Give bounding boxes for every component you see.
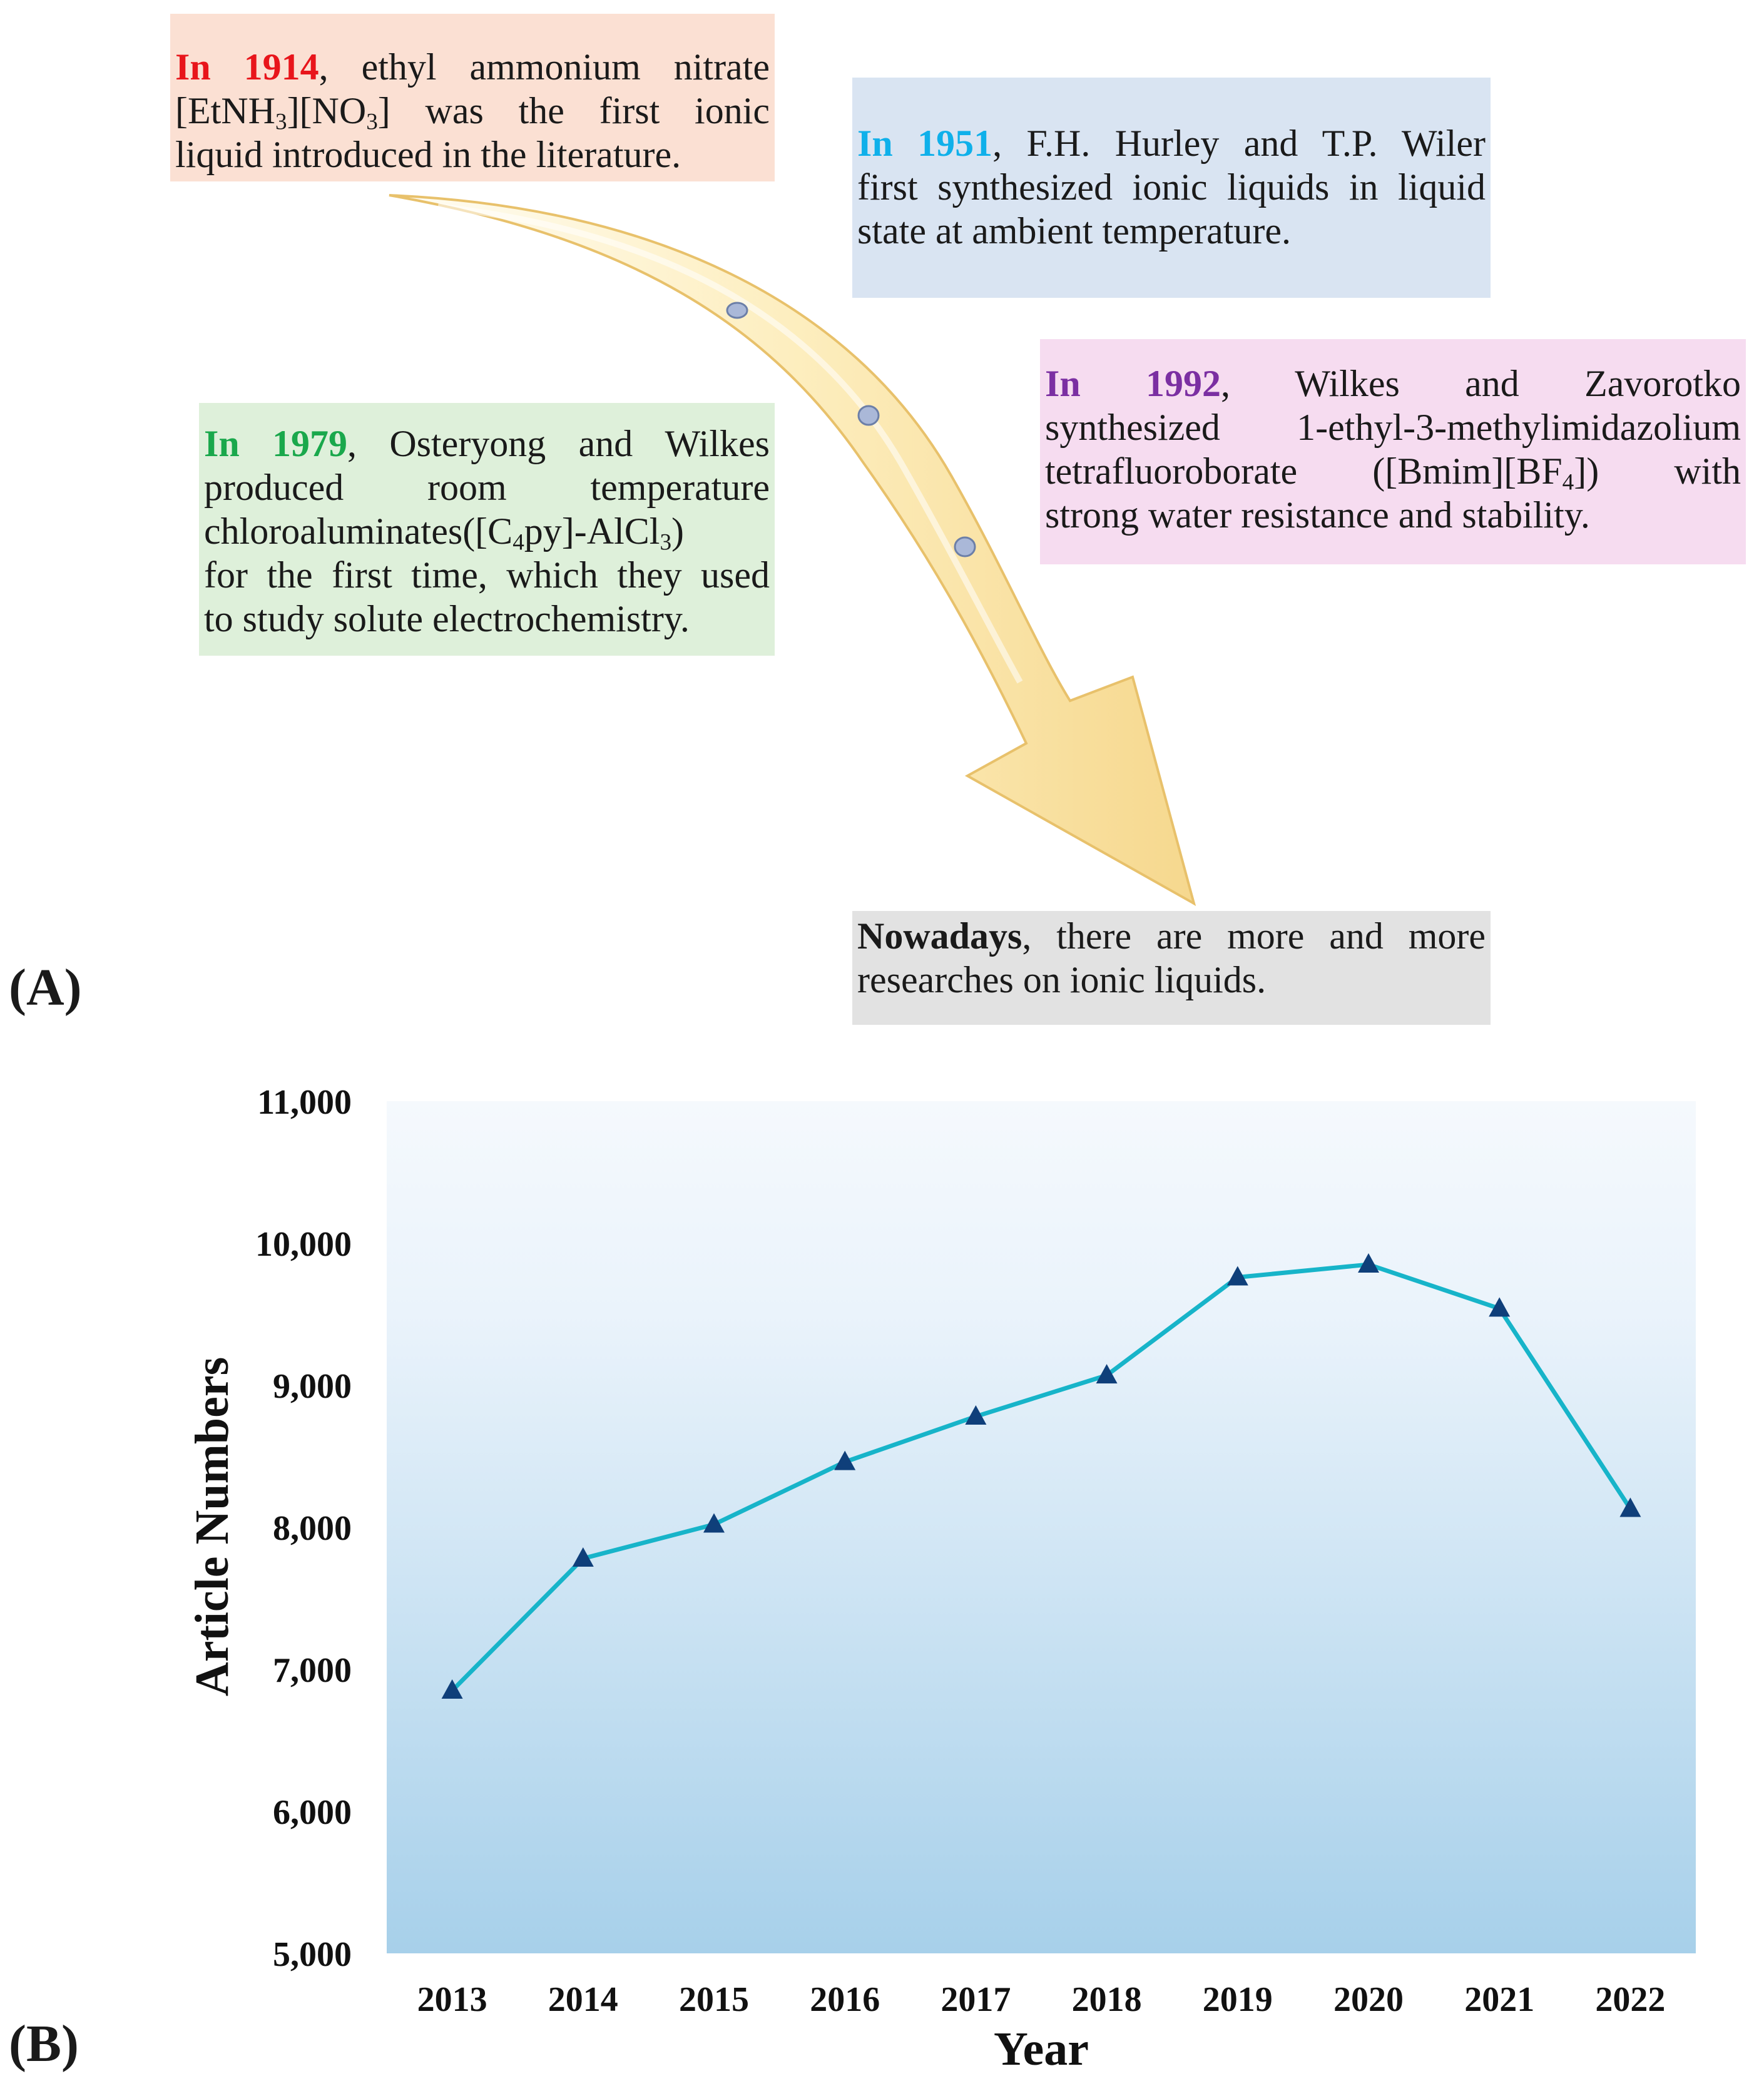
event-1914-box — [170, 14, 775, 181]
event-1979-sub: 4 — [512, 529, 524, 556]
event-1979-text: , Osteryong and Wilkes — [347, 423, 770, 464]
event-1979-formula-end: ) — [671, 511, 685, 552]
y-tick-label: 11,000 — [257, 1083, 352, 1122]
timeline-dot-3 — [955, 537, 975, 556]
event-1914-text-2: ] was the first ionic — [377, 90, 770, 131]
y-axis — [255, 1083, 352, 1974]
event-1992-text-4: strong water resistance and stability. — [1045, 494, 1590, 536]
event-1979-year: In 1979 — [204, 423, 348, 464]
x-axis — [417, 1980, 1666, 2019]
event-1992-year: In 1992 — [1045, 363, 1221, 404]
event-nowadays-box — [852, 911, 1491, 1025]
event-1979-formula-mid: py]-AlCl — [524, 511, 660, 552]
event-1914-text-3: liquid introduced in the literature. — [175, 134, 681, 175]
event-nowadays-bold: Nowadays — [857, 915, 1022, 957]
x-axis-label: Year — [994, 2023, 1089, 2075]
event-1979-text-2: produced room temperature — [204, 467, 770, 508]
y-tick-label: 6,000 — [273, 1793, 352, 1832]
event-1979-text-4: for the first time, which they used — [204, 554, 770, 596]
panel-b-label: (B) — [9, 2015, 79, 2073]
event-1914-formula-mid: ][NO — [287, 90, 367, 131]
event-1914-sub: 3 — [275, 109, 287, 135]
x-tick-label: 2013 — [417, 1980, 487, 2019]
y-tick-label: 10,000 — [255, 1225, 352, 1264]
event-1979-box — [199, 403, 775, 656]
y-tick-label: 7,000 — [273, 1651, 352, 1690]
x-tick-label: 2019 — [1202, 1980, 1273, 2019]
y-tick-label: 9,000 — [273, 1367, 352, 1406]
event-1992-text: , Wilkes and Zavorotko — [1221, 363, 1741, 404]
event-1914-year: In 1914 — [175, 46, 319, 88]
x-tick-label: 2018 — [1071, 1980, 1142, 2019]
event-1914-sub2: 3 — [366, 109, 378, 135]
timeline-dot-1 — [727, 303, 747, 318]
event-nowadays-text: , there are more and more — [1022, 915, 1486, 957]
event-1992-box — [1040, 339, 1746, 564]
x-tick-label: 2020 — [1333, 1980, 1404, 2019]
x-tick-label: 2021 — [1464, 1980, 1535, 2019]
x-tick-label: 2016 — [810, 1980, 880, 2019]
event-1951-year: In 1951 — [857, 123, 993, 164]
event-1992-sub: 4 — [1562, 469, 1574, 496]
plot-area — [387, 1101, 1696, 1953]
event-1992-text-2: synthesized 1-ethyl-3-methylimidazolium — [1045, 407, 1741, 448]
x-tick-label: 2022 — [1595, 1980, 1666, 2019]
panel-a-label: (A) — [9, 959, 82, 1017]
event-1979-sub2: 3 — [660, 529, 672, 556]
event-1951-text-2: first synthesized ionic liquids in liquid — [857, 166, 1486, 208]
timeline-dot-2 — [859, 406, 879, 425]
event-1992-formula: tetrafluoroborate ([Bmim][BF — [1045, 450, 1563, 492]
article-numbers-chart — [0, 1064, 1764, 2091]
x-tick-label: 2014 — [548, 1980, 618, 2019]
y-tick-label: 5,000 — [273, 1935, 352, 1974]
event-1914-formula: [EtNH — [175, 90, 275, 131]
y-tick-label: 8,000 — [273, 1509, 352, 1548]
y-axis-label: Article Numbers — [186, 1356, 238, 1697]
event-1914-text: , ethyl ammonium nitrate — [319, 46, 770, 88]
event-1979-text-5: to study solute electrochemistry. — [204, 598, 690, 639]
x-tick-label: 2017 — [941, 1980, 1011, 2019]
event-1992-formula-end: ]) with — [1574, 450, 1741, 492]
event-1951-text-3: state at ambient temperature. — [857, 210, 1292, 252]
x-tick-label: 2015 — [679, 1980, 749, 2019]
event-1951-box — [852, 78, 1491, 298]
event-1951-text: , F.H. Hurley and T.P. Wiler — [992, 123, 1486, 164]
event-1979-formula: chloroaluminates([C — [204, 511, 513, 552]
event-nowadays-text-2: researches on ionic liquids. — [857, 959, 1267, 1000]
